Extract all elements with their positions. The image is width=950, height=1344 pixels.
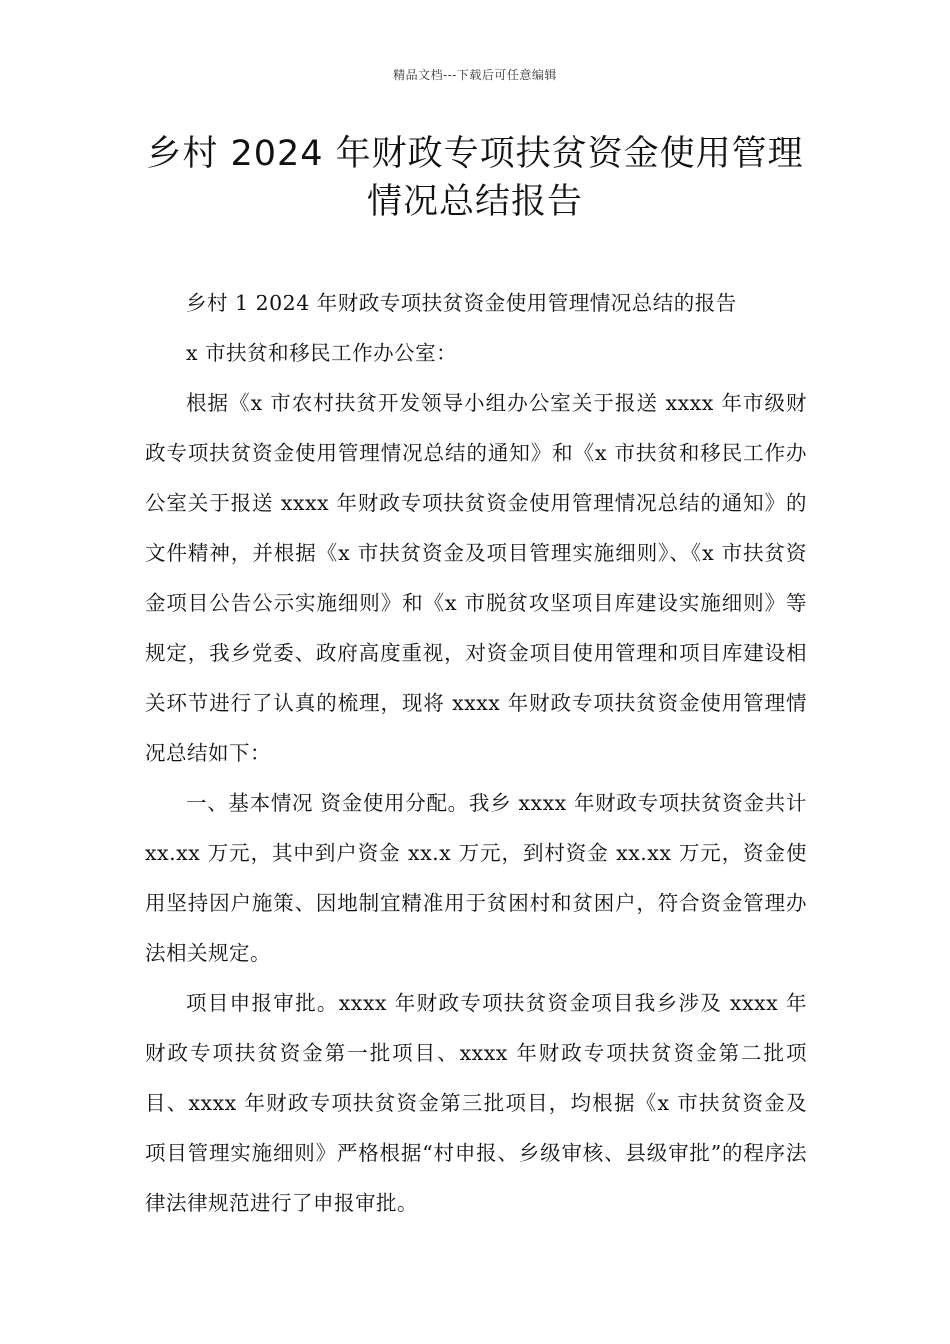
paragraph-addressee: x 市扶贫和移民工作办公室： (186, 341, 458, 365)
paragraph-subtitle: 乡村 1 2024 年财政专项扶贫资金使用管理情况总结的报告 (186, 291, 737, 315)
paragraph-basis: 根据《x 市农村扶贫开发领导小组办公室关于报送 xxxx 年市级财政专项扶贫资金使用管理情况总结的通知》和《x 市扶贫和移民工作办公室关于报送 xxxx 年财政专项扶贫资金使用管理情况总结的通知》的文件精神，并根据《x 市扶贫资金及项目管理实施细则》、《x 市扶贫资金项目公告公示实施细则》和《x 市脱贫攻坚项目库建设实施细则》等规定，我乡党委、政府高度重视，对资金项目使用管理和项目库建设相关环节进行了认真的梳理，现将 xxxx 年财政专项扶贫资金使用管理情况总结如下： (145, 391, 807, 765)
document-title: 乡村 2024 年财政专项扶贫资金使用管理情况总结报告 (146, 134, 804, 222)
document-body (145, 278, 807, 1228)
paragraph-project-approval: 项目申报审批。xxxx 年财政专项扶贫资金项目我乡涉及 xxxx 年财政专项扶贫资金第一批项目、xxxx 年财政专项扶贫资金第二批项目、xxxx 年财政专项扶贫资金第三批项目，均根据《x 市扶贫资金及项目管理实施细则》严格根据“村申报、乡级审核、县级审批”的程序法律法律规范进行了申报审批。 (145, 991, 807, 1215)
header-note: 精品文档---下载后可任意编辑 (393, 68, 557, 82)
paragraph-basic-situation: 一、基本情况 资金使用分配。我乡 xxxx 年财政专项扶贫资金共计 xx.xx 万元，其中到户资金 xx.x 万元，到村资金 xx.xx 万元，资金使用坚持因户施策、因地制宜精准用于贫困村和贫困户，符合资金管理办法相关规定。 (145, 791, 807, 965)
